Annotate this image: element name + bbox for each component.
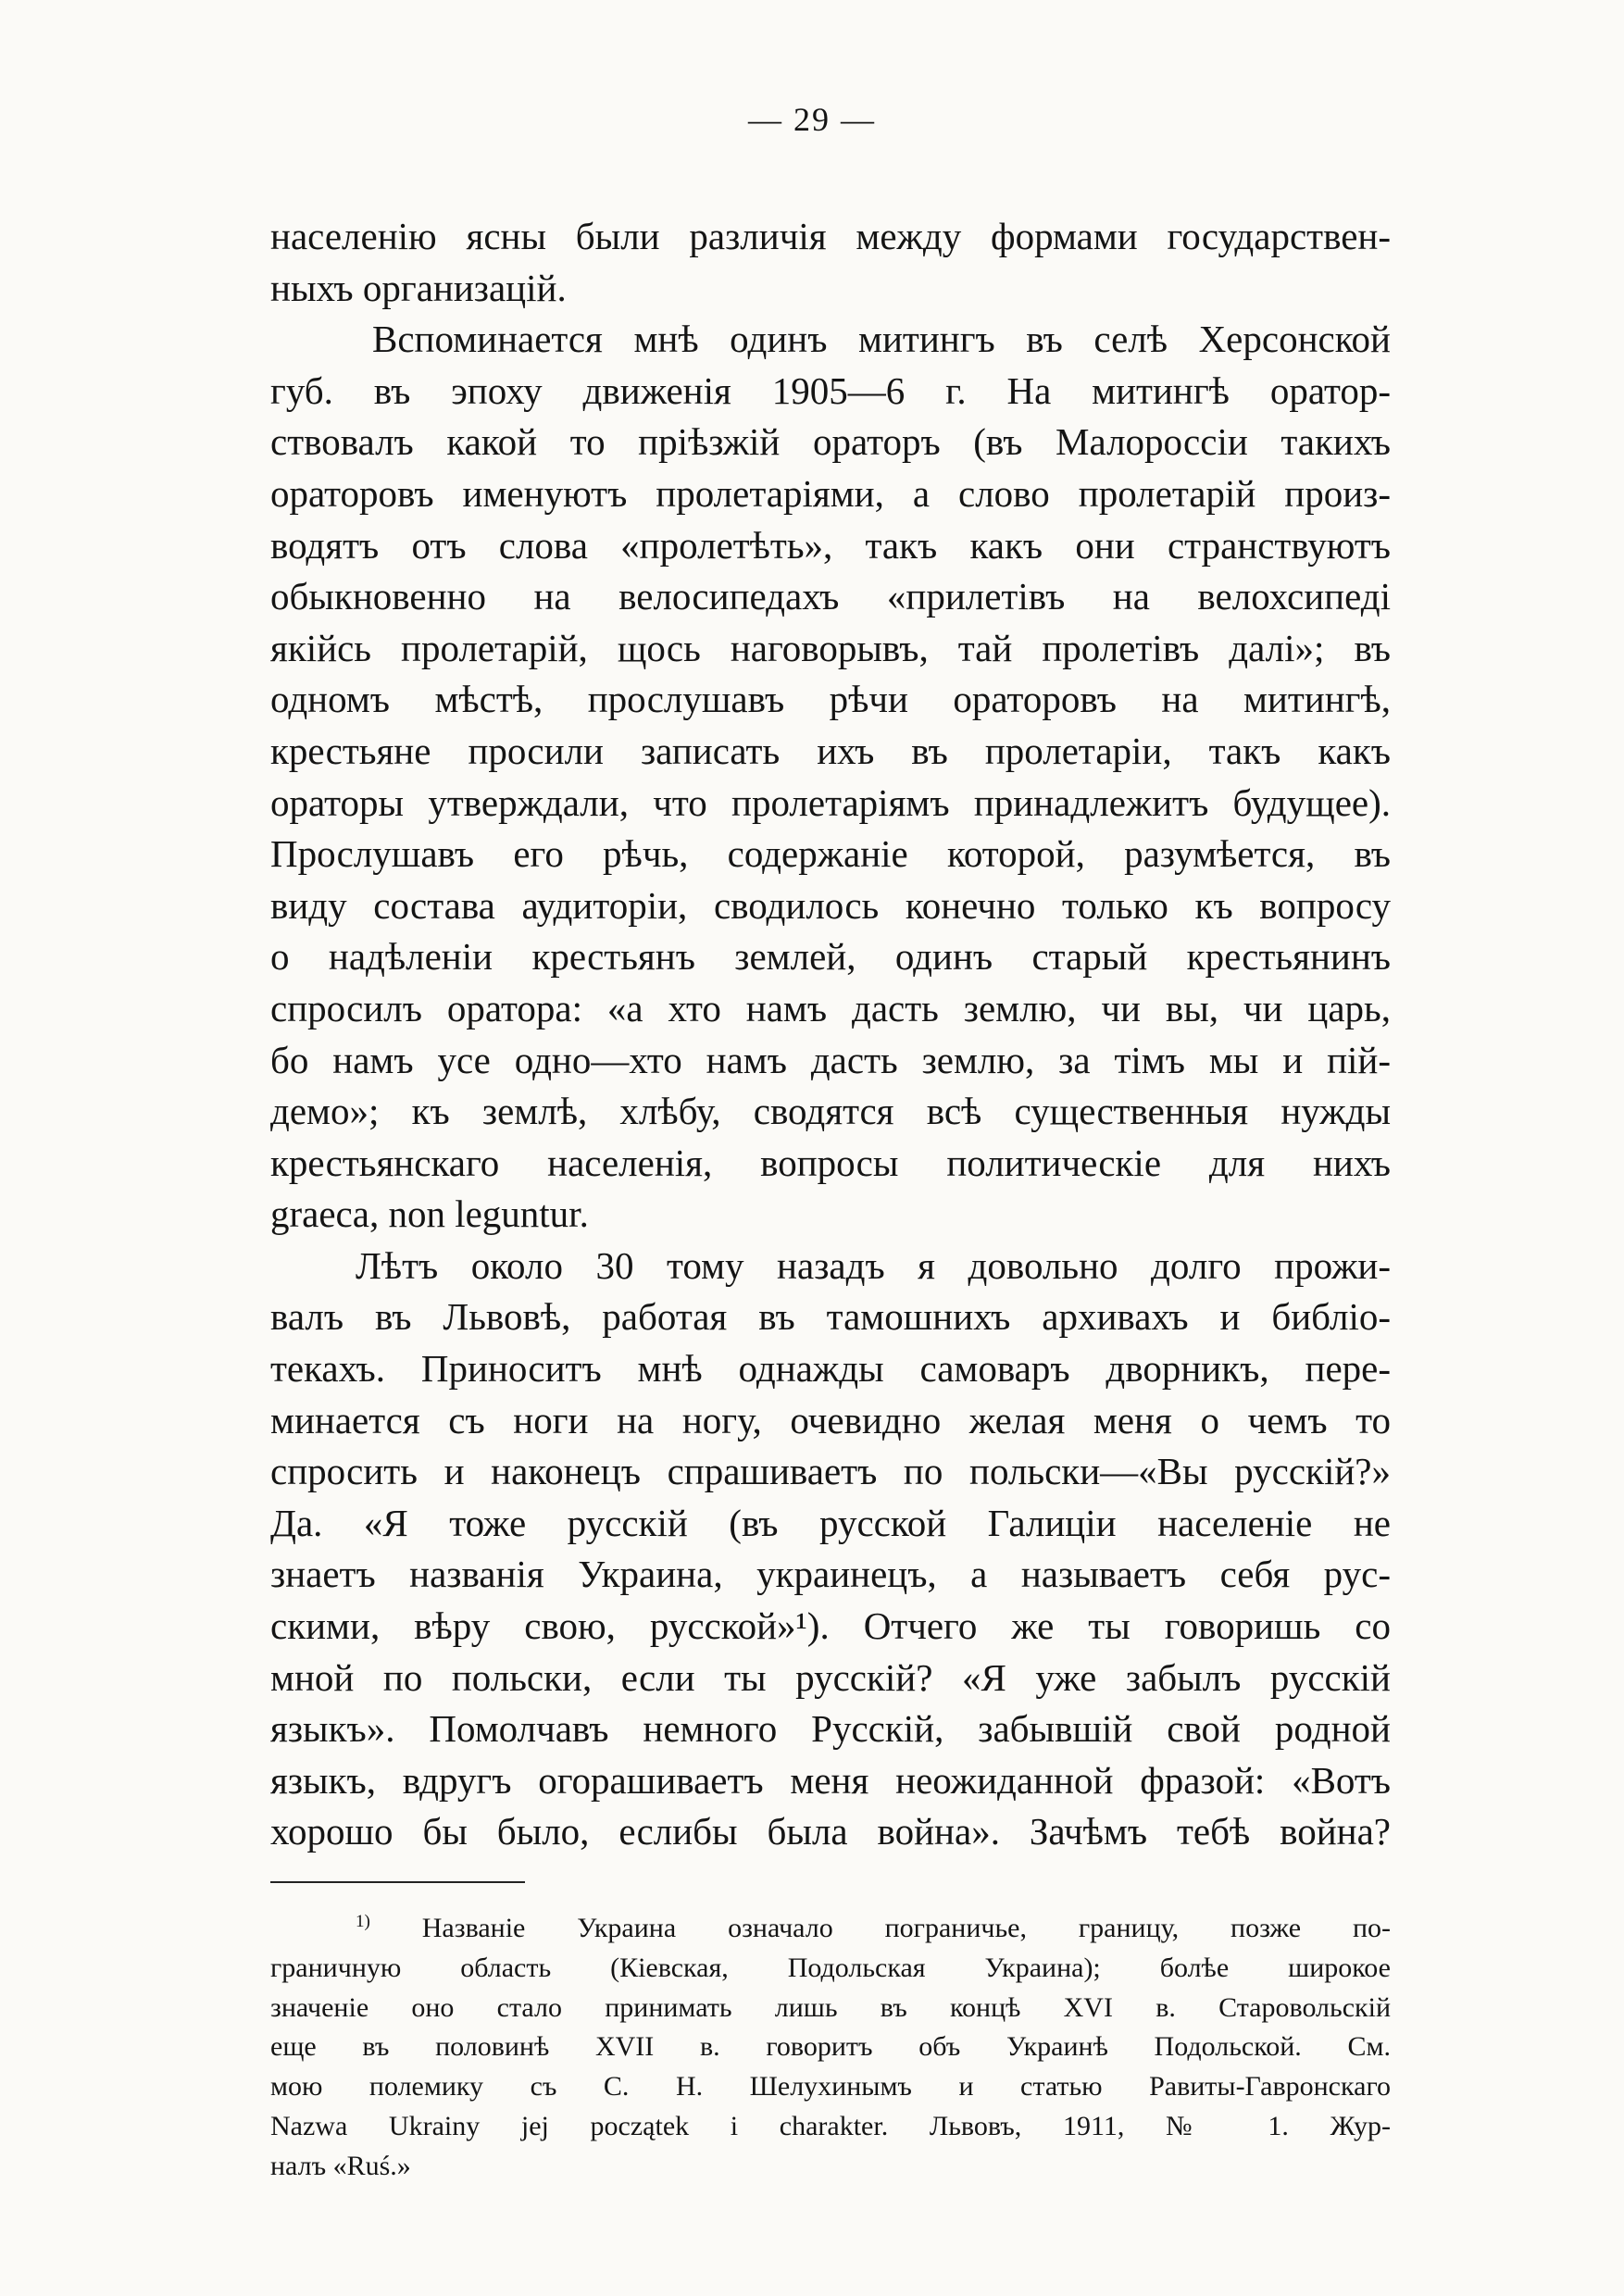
footnote-line: еще въ половинѣ XVII в. говоритъ объ Украинѣ Подольской. См.	[270, 2031, 1391, 2063]
text-line: демо»; къ землѣ, хлѣбу, сводятся всѣ существенныя нужды	[270, 1090, 1391, 1133]
footnote-line: граничную область (Кіевская, Подольская Украина); болѣе широкое	[270, 1952, 1391, 1983]
text-line: языкъ». Помолчавъ немного Русскій, забывшій свой родной	[270, 1707, 1391, 1751]
text-line: Вспоминается мнѣ одинъ митингъ въ селѣ Херсонской	[372, 318, 1391, 361]
text-line: крестьянскаго населенія, вопросы политическіе для нихъ	[270, 1141, 1391, 1184]
text-line: губ. въ эпоху движенія 1905—6 г. На митингѣ оратор-	[270, 368, 1391, 412]
footnote	[270, 1909, 1391, 2187]
text-line: мной по польски, если ты русскій? «Я уже забылъ русскій	[270, 1655, 1391, 1699]
text-line: минается съ ноги на ногу, очевидно желая меня о чемъ то	[270, 1398, 1391, 1441]
text-line: водятъ отъ слова «пролетѣть», такъ какъ они странствуютъ	[270, 523, 1391, 567]
footnote-line: значеніе оно стало принимать лишь въ концѣ XVI в. Старовольскій	[270, 1991, 1391, 2023]
footnote-line: Названіе Украина означало пограничье, границу, позже по-	[421, 1913, 1392, 1943]
footnote-line: мою полемику съ С. Н. Шелухинымъ и статью Равиты-Гавронскаго	[270, 2071, 1391, 2103]
text-line: языкъ, вдругъ огорашиваетъ меня неожиданной фразой: «Вотъ	[270, 1758, 1391, 1802]
text-line: спросилъ оратора: «а хто намъ дасть землю, чи вы, чи царь,	[270, 986, 1391, 1029]
footnote-line: налъ «Ruś.»	[270, 2150, 411, 2181]
footnote-marker: 1)	[356, 1912, 370, 1931]
text-line: скими, вѣру свою, русской»¹). Отчего же ты говоришь со	[270, 1604, 1391, 1648]
footnote-first-line	[270, 1909, 1391, 1949]
paragraph	[270, 211, 1391, 314]
text-line: Прослушавъ его рѣчь, содержаніе которой, разумѣется, въ	[270, 832, 1391, 876]
footnote-line: Nazwa Ukrainy jej początek i charakter. Львовъ, 1911, № 1. Жур-	[270, 2110, 1391, 2141]
text-line: Да. «Я тоже русскій (въ русской Галиціи населеніе не	[270, 1501, 1391, 1544]
text-line: знаетъ названія Украина, украинецъ, а называетъ себя рус-	[270, 1553, 1391, 1596]
text-line: graeca, non leguntur.	[270, 1192, 589, 1236]
body-text	[270, 211, 1391, 1858]
paragraph	[270, 314, 1391, 1241]
text-line: крестьяне просили записать ихъ въ пролетаріи, такъ какъ	[270, 729, 1391, 772]
text-line: якійсь пролетарій, щось наговорывъ, тай пролетівъ далі»; въ	[270, 626, 1391, 669]
text-line: хорошо бы было, еслибы была война». Зачѣмъ тебѣ война?	[270, 1810, 1391, 1853]
text-line: населенію ясны были различія между формами государствен-	[270, 215, 1391, 257]
text-line: одномъ мѣстѣ, прослушавъ рѣчи ораторовъ на митингѣ,	[270, 678, 1391, 721]
text-line: о надѣленіи крестьянъ землей, одинъ старый крестьянинъ	[270, 935, 1391, 979]
text-line: спросить и наконецъ спрашиваетъ по польски—«Вы русскій?»	[270, 1450, 1391, 1493]
text-line: ораторы утверждали, что пролетаріямъ принадлежитъ будущее).	[270, 780, 1391, 824]
paragraph	[270, 1241, 1391, 1858]
text-line: валъ въ Львовѣ, работая въ тамошнихъ архивахъ и библіо-	[270, 1295, 1391, 1339]
text-line: Лѣтъ около 30 тому назадъ я довольно долго прожи-	[356, 1243, 1391, 1287]
footnote-divider	[270, 1881, 525, 1883]
text-line: виду состава аудиторіи, сводилось конечно только къ вопросу	[270, 883, 1391, 927]
text-line: ораторовъ именуютъ пролетаріями, а слово пролетарій произ-	[270, 471, 1391, 515]
text-line: ствовалъ какой то пріѣзжій ораторъ (въ Малороссіи такихъ	[270, 420, 1391, 464]
page-number: — 29 —	[748, 101, 876, 138]
text-line: ныхъ организацій.	[270, 266, 567, 309]
text-line: обыкновенно на велосипедахъ «прилетівъ на велохсипеді	[270, 575, 1391, 618]
text-line: бо намъ усе одно—хто намъ дасть землю, за тімъ мы и пій-	[270, 1038, 1391, 1081]
text-line: текахъ. Приноситъ мнѣ однажды самоваръ дворникъ, пере-	[270, 1347, 1391, 1391]
